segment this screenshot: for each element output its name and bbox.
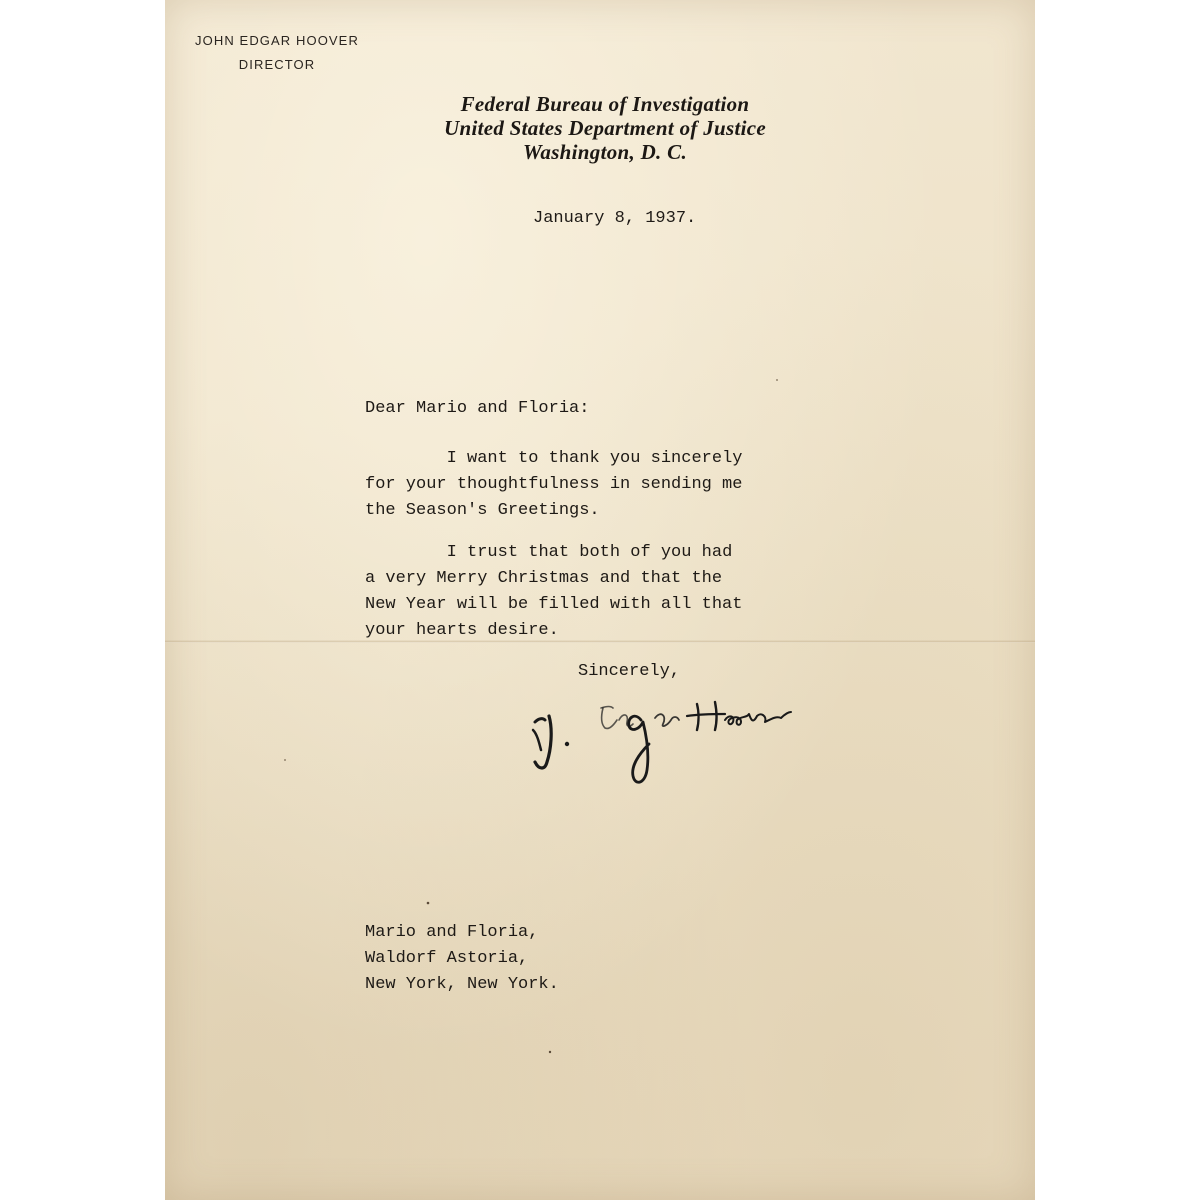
letterhead-line-3: Washington, D. C. [522,140,687,164]
director-name: JOHN EDGAR HOOVER [195,33,359,48]
letter-page [165,0,1035,1200]
director-block [187,29,367,77]
paragraph-2-line-2: a very Merry Christmas and that the [365,569,723,588]
recipient-line-2: Waldorf Astoria, [365,949,529,968]
letter-date: January 8, 1937. [533,209,697,228]
paragraph-2-line-1: I trust that both of you had [446,543,733,562]
recipient-line-3: New York, New York. [365,975,559,994]
paragraph-1-line-1: I want to thank you sincerely [446,449,743,468]
paragraph-2-line-3: New Year will be filled with all that [365,595,743,614]
closing: Sincerely, [578,662,681,681]
paragraph-2-line-4: your hearts desire. [365,621,559,640]
paragraph-1-line-3: the Season's Greetings. [365,501,600,520]
salutation: Dear Mario and Floria: [365,399,590,418]
director-title: DIRECTOR [238,57,316,72]
recipient-line-1: Mario and Floria, [365,923,539,942]
letterhead [355,92,855,164]
body-paragraph-2 [365,540,742,644]
letterhead-line-1: Federal Bureau of Investigation [460,92,750,116]
paragraph-1-line-2: for your thoughtfulness in sending me [365,475,743,494]
letterhead-line-2: United States Department of Justice [444,116,766,140]
body-paragraph-1 [365,446,742,524]
handwritten-signature [515,690,875,790]
recipient-address [365,920,559,998]
